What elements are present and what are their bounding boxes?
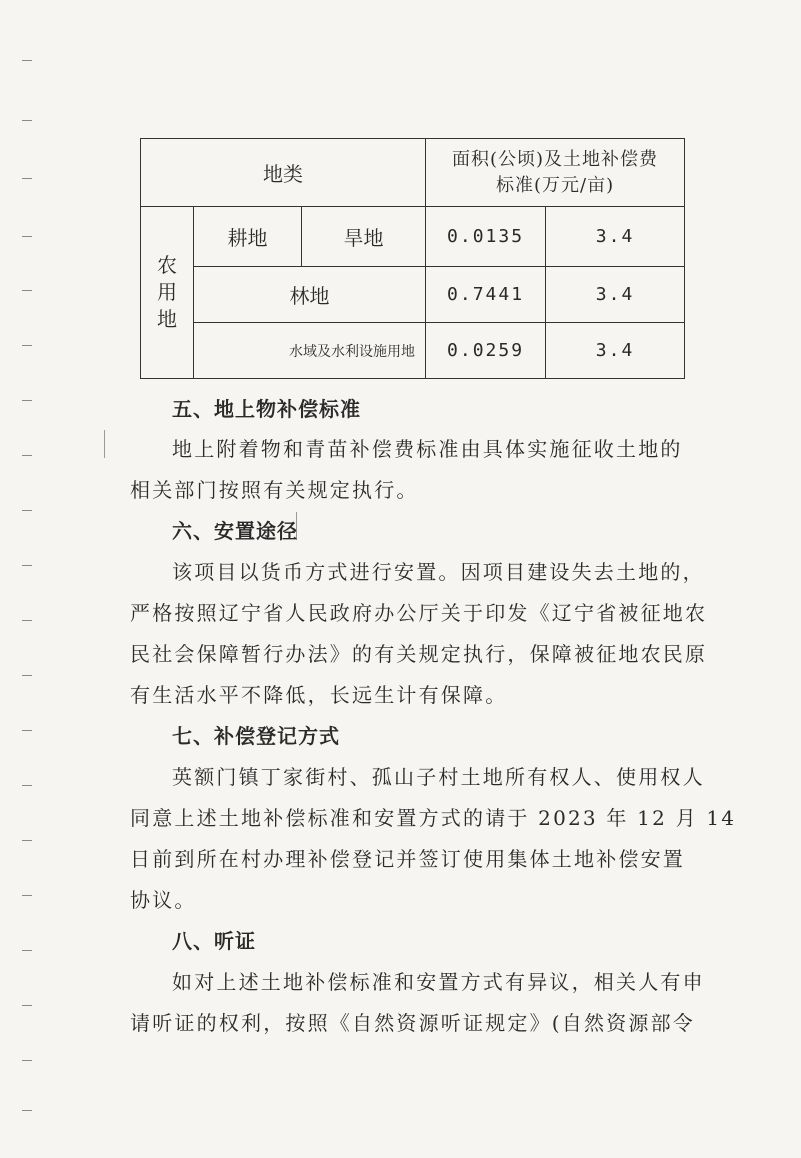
scan-mark xyxy=(104,430,105,458)
cell-standard: 3.4 xyxy=(546,207,685,267)
paragraph-line: 地上附着物和青苗补偿费标准由具体实施征收土地的 xyxy=(172,437,683,461)
cell-area: 0.7441 xyxy=(426,267,546,323)
margin-tick xyxy=(22,345,32,346)
table-row xyxy=(141,207,685,267)
margin-tick xyxy=(22,510,32,511)
paragraph-line: 严格按照辽宁省人民政府办公厅关于印发《辽宁省被征地农 xyxy=(130,601,708,625)
paragraph-line: 有生活水平不降低，长远生计有保障。 xyxy=(130,683,508,707)
margin-tick xyxy=(22,120,32,121)
margin-tick xyxy=(22,400,32,401)
cell-subclass: 旱地 xyxy=(302,207,426,267)
header-line-2: 标准(万元/亩) xyxy=(495,174,615,196)
margin-tick xyxy=(22,1060,32,1061)
table-header-row xyxy=(141,139,685,207)
cell-standard: 3.4 xyxy=(546,267,685,323)
paragraph-line: 英额门镇丁家街村、孤山子村土地所有权人、使用权人 xyxy=(172,765,705,789)
margin-tick xyxy=(22,565,32,566)
margin-tick xyxy=(22,290,32,291)
table-row xyxy=(141,323,685,379)
paragraph-line: 如对上述土地补偿标准和安置方式有异议，相关人有申 xyxy=(172,970,705,994)
section-8-title: 八、听证 xyxy=(172,929,256,953)
margin-tick xyxy=(22,785,32,786)
header-line-1: 面积(公顷)及土地补偿费 xyxy=(452,148,659,170)
margin-tick xyxy=(22,178,32,179)
land-compensation-table xyxy=(140,138,685,379)
paragraph-line: 请听证的权利，按照《自然资源听证规定》(自然资源部令 xyxy=(130,1011,696,1035)
section-6-title: 六、安置途径 xyxy=(172,519,298,543)
section-7-title: 七、补偿登记方式 xyxy=(172,724,340,748)
margin-tick xyxy=(22,840,32,841)
cell-area: 0.0135 xyxy=(426,207,546,267)
table-row xyxy=(141,267,685,323)
margin-tick xyxy=(22,675,32,676)
header-land-class: 地类 xyxy=(141,139,426,207)
margin-tick xyxy=(22,455,32,456)
margin-tick xyxy=(22,236,32,237)
group-label-text: 农 用 地 xyxy=(157,253,177,331)
paragraph-line: 协议。 xyxy=(130,888,197,912)
margin-tick xyxy=(22,620,32,621)
group-label-agricultural xyxy=(141,207,194,379)
cell-class: 林地 xyxy=(194,267,426,323)
paragraph-line: 同意上述土地补偿标准和安置方式的请于 2023 年 12 月 14 xyxy=(130,806,737,830)
paragraph-line: 该项目以货币方式进行安置。因项目建设失去土地的， xyxy=(172,560,705,584)
cell-area: 0.0259 xyxy=(426,323,546,379)
cell-class: 水域及水利设施用地 xyxy=(194,323,426,379)
cell-standard: 3.4 xyxy=(546,323,685,379)
margin-tick xyxy=(22,1110,32,1111)
header-area-standard xyxy=(426,139,685,207)
margin-tick xyxy=(22,60,32,61)
section-5-title: 五、地上物补偿标准 xyxy=(172,397,361,421)
margin-tick xyxy=(22,950,32,951)
cell-class: 耕地 xyxy=(194,207,302,267)
margin-tick xyxy=(22,895,32,896)
paragraph-line: 相关部门按照有关规定执行。 xyxy=(130,478,419,502)
paragraph-line: 民社会保障暂行办法》的有关规定执行，保障被征地农民原 xyxy=(130,642,708,666)
margin-tick xyxy=(22,730,32,731)
margin-tick xyxy=(22,1005,32,1006)
paragraph-line: 日前到所在村办理补偿登记并签订使用集体土地补偿安置 xyxy=(130,847,685,871)
